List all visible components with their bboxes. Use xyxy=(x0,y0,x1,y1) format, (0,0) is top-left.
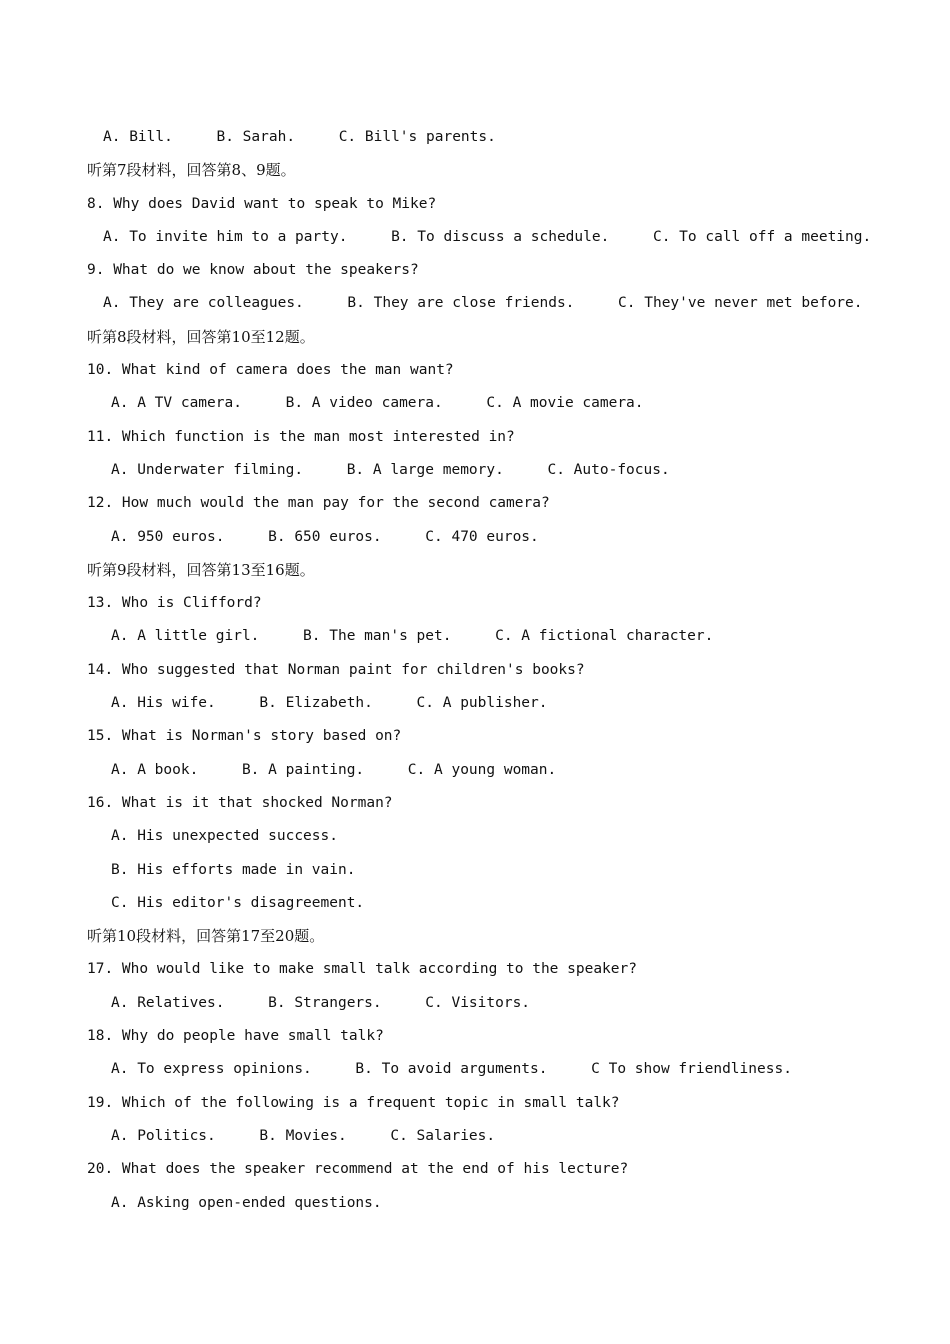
answer-options: A. To express opinions. B. To avoid arguments. C To show friendliness. xyxy=(111,1061,792,1078)
answer-options: A. A TV camera. B. A video camera. C. A movie camera. xyxy=(111,395,644,412)
section-heading: 听第7段材料，回答第8、9题。 xyxy=(87,161,296,180)
question-text: 15. What is Norman's story based on? xyxy=(87,728,402,745)
question-text: 13. Who is Clifford? xyxy=(87,595,262,612)
answer-options: A. A little girl. B. The man's pet. C. A fictional character. xyxy=(111,628,714,645)
exam-content xyxy=(87,121,887,1220)
answer-options: A. Asking open-ended questions. xyxy=(111,1194,382,1211)
question-text: 16. What is it that shocked Norman? xyxy=(87,794,393,811)
question-text: 20. What does the speaker recommend at the end of his lecture? xyxy=(87,1161,629,1178)
answer-options: A. Relatives. B. Strangers. C. Visitors. xyxy=(111,994,531,1011)
question-text: 19. Which of the following is a frequent topic in small talk? xyxy=(87,1094,620,1111)
section-heading: 听第8段材料，回答第10至12题。 xyxy=(87,327,315,346)
question-text: 9. What do we know about the speakers? xyxy=(87,262,419,279)
answer-options: A. 950 euros. B. 650 euros. C. 470 euros. xyxy=(111,528,539,545)
question-text: 12. How much would the man pay for the second camera? xyxy=(87,495,550,512)
answer-options: A. They are colleagues. B. They are close friends. C. They've never met before. xyxy=(103,295,863,312)
question-text: 11. Which function is the man most interested in? xyxy=(87,428,515,445)
answer-options: A. A book. B. A painting. C. A young woman. xyxy=(111,761,557,778)
answer-options: A. Bill. B. Sarah. C. Bill's parents. xyxy=(103,129,496,145)
question-text: 14. Who suggested that Norman paint for children's books? xyxy=(87,661,585,678)
question-text: 8. Why does David want to speak to Mike? xyxy=(87,195,437,212)
answer-options: A. Underwater filming. B. A large memory. C. Auto-focus. xyxy=(111,461,670,478)
question-text: 18. Why do people have small talk? xyxy=(87,1028,384,1045)
section-heading: 听第10段材料，回答第17至20题。 xyxy=(87,927,325,946)
section-heading: 听第9段材料，回答第13至16题。 xyxy=(87,560,315,579)
answer-options: A. To invite him to a party. B. To discuss a schedule. C. To call off a meeting. xyxy=(103,228,872,245)
answer-options: B. His efforts made in vain. xyxy=(111,861,356,878)
answer-options: A. Politics. B. Movies. C. Salaries. xyxy=(111,1127,496,1144)
answer-options: A. His wife. B. Elizabeth. C. A publisher. xyxy=(111,695,548,712)
question-text: 17. Who would like to make small talk according to the speaker? xyxy=(87,961,637,978)
answer-options: A. His unexpected success. xyxy=(111,828,338,845)
question-text: 10. What kind of camera does the man want? xyxy=(87,362,454,379)
answer-options: C. His editor's disagreement. xyxy=(111,894,365,911)
